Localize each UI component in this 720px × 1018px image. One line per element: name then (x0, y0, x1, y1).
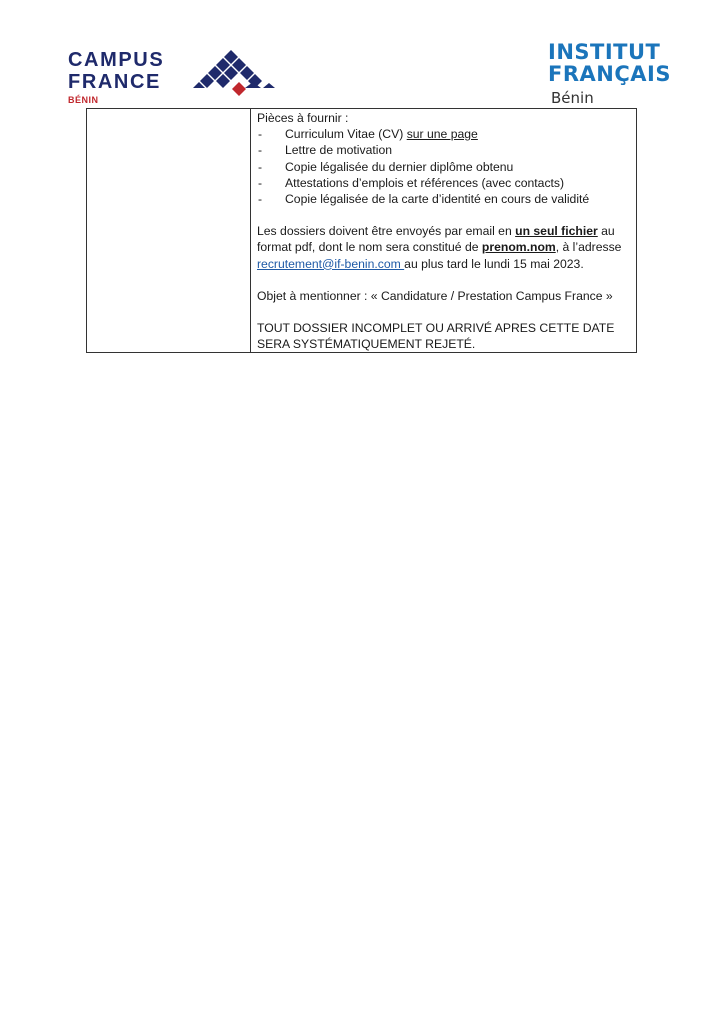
list-item (257, 191, 632, 207)
list-dash: - (258, 143, 263, 158)
filename-format-emphasis: prenom.nom (481, 240, 556, 255)
documents-heading: Pièces à fournir : (257, 111, 349, 125)
list-item (257, 126, 632, 142)
list-item-text: Copie légalisée de la carte d’identité en cours de validité (285, 192, 590, 207)
submission-text: au plus tard le lundi 15 mai 2023. (404, 256, 584, 271)
list-dash: - (258, 127, 263, 142)
list-item-text: Copie légalisée du dernier diplôme obtenu (285, 159, 514, 174)
institut-francais-logo-line1: INSTITUT (548, 40, 661, 64)
single-file-emphasis: un seul fichier (515, 224, 598, 239)
list-item-text: Attestations d’emplois et références (avec contacts) (285, 175, 565, 190)
submission-text: , à l’adresse (555, 240, 622, 255)
diamond-pattern-icon (186, 50, 276, 102)
rejection-warning: TOUT DOSSIER INCOMPLET OU ARRIVÉ APRES CETTE DATE SERA SYSTÉMATIQUEMENT REJETÉ. (257, 321, 615, 352)
list-item-text: Curriculum Vitae (CV) (285, 127, 407, 142)
list-item (257, 175, 632, 191)
table-right-cell (257, 109, 632, 352)
list-item (257, 142, 632, 158)
documents-list (257, 126, 632, 207)
requirements-table (86, 108, 637, 353)
list-dash: - (258, 192, 263, 207)
campus-france-logo-line2: FRANCE (68, 71, 161, 93)
list-item (257, 159, 632, 175)
campus-france-logo (68, 50, 283, 106)
campus-france-logo-line1: CAMPUS (68, 49, 165, 71)
institut-francais-logo-line2: FRANÇAIS (548, 62, 671, 86)
submission-text: Les dossiers doivent être envoyés par email en (257, 224, 516, 239)
submission-text: au format pdf, dont le nom sera constitué de (257, 224, 615, 255)
list-item-text: Lettre de motivation (285, 143, 393, 158)
table-left-cell (87, 109, 251, 352)
email-link[interactable]: recrutement@if-benin.com (257, 256, 405, 271)
list-item-underlined: sur une page (406, 127, 478, 142)
submission-paragraph (257, 223, 632, 272)
subject-line: Objet à mentionner : « Candidature / Prestation Campus France » (257, 288, 613, 303)
campus-france-logo-sub: BÉNIN (68, 95, 99, 105)
list-dash: - (258, 175, 263, 190)
institut-francais-logo-sub: Bénin (551, 89, 594, 107)
institut-francais-logo (548, 40, 673, 110)
list-dash: - (258, 159, 263, 174)
